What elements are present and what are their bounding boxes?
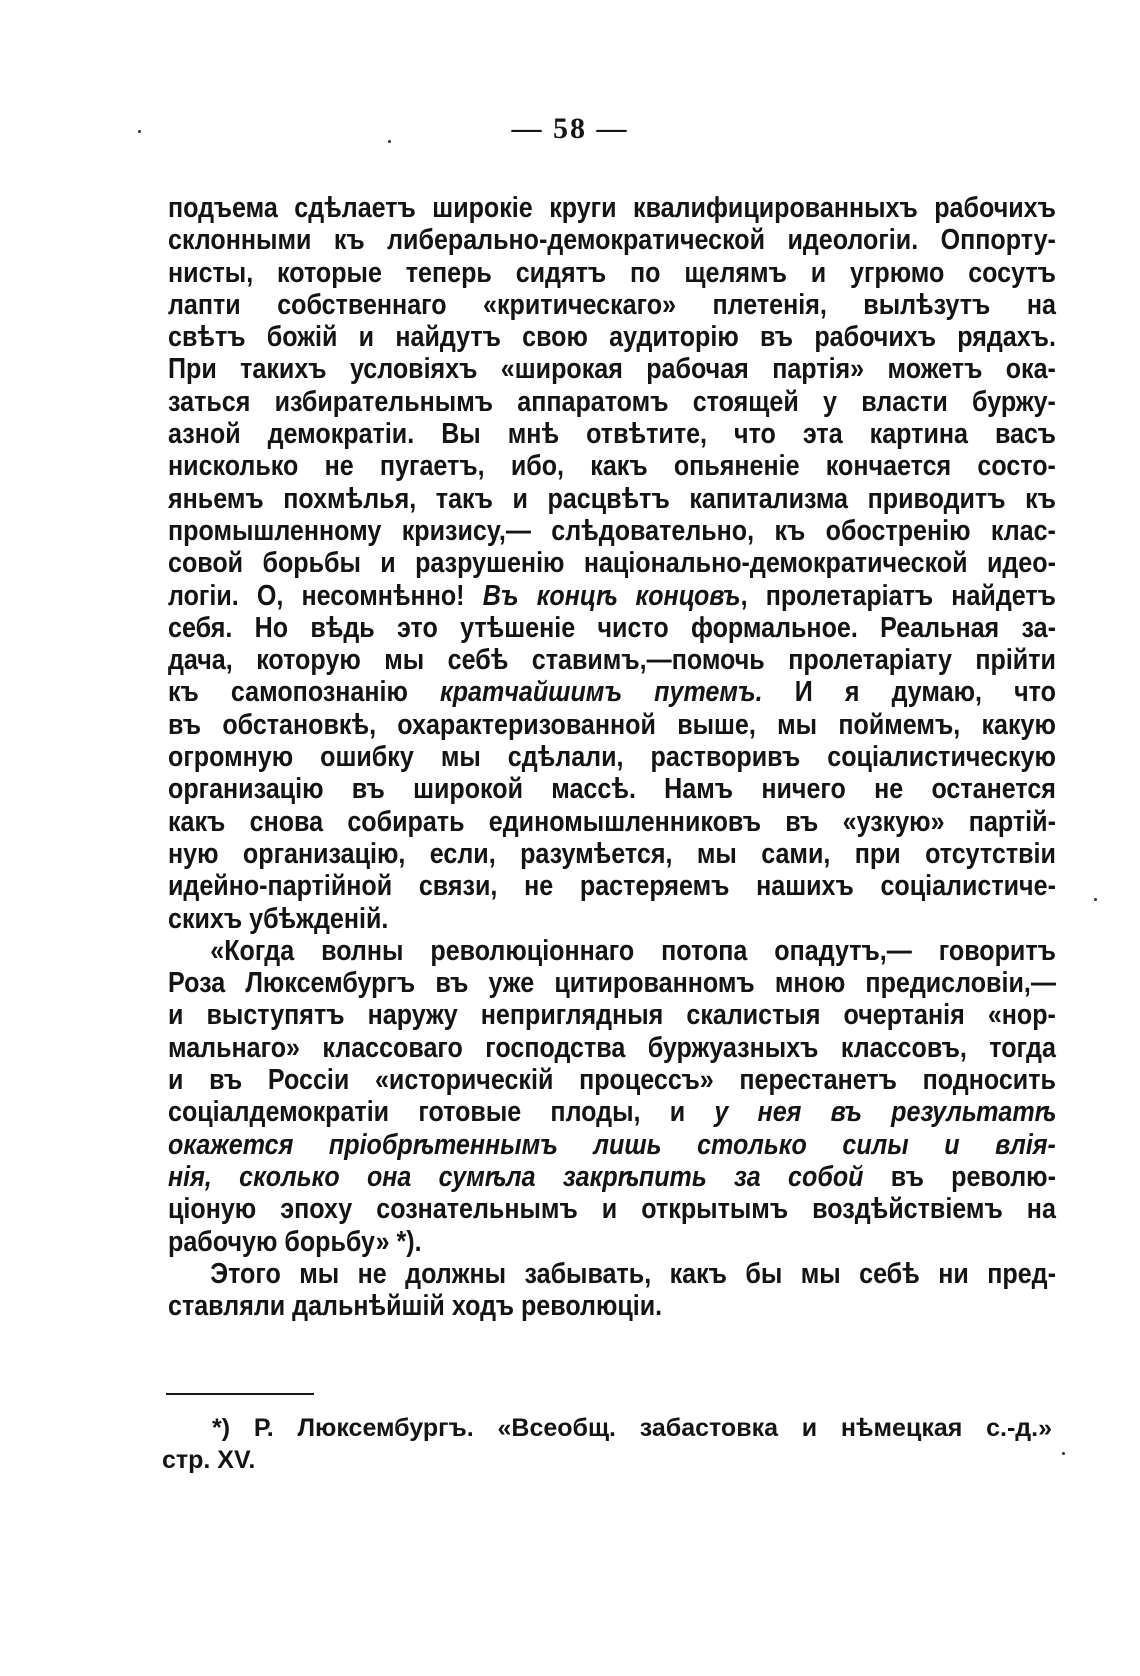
- text-line: скихъ убѣжденій.: [168, 902, 389, 935]
- text-line: мальнаго» классоваго господства буржуазныхъ классовъ, тогда: [168, 1031, 1056, 1064]
- text-line: организацію въ широкой массѣ. Намъ ничего не останется: [168, 773, 1056, 806]
- body-text: [168, 192, 1056, 1322]
- text-line: промышленному кризису,— слѣдовательно, къ обостренію клас-: [168, 514, 1056, 547]
- text-line: склонными къ либерально-демократической идеологіи. Оппорту-: [168, 224, 1056, 257]
- text-run: , пролетаріатъ найдетъ: [740, 579, 1056, 612]
- text-line: дача, которую мы себѣ ставимъ,—помочь пролетаріату прійти: [168, 644, 1056, 677]
- text-line: азной демократіи. Вы мнѣ отвѣтите, что эта картина васъ: [168, 418, 1056, 451]
- text-line: [168, 1096, 1056, 1128]
- italic-phrase: Въ концѣ концовъ: [482, 579, 741, 612]
- text-line: При такихъ условіяхъ «широкая рабочая партія» можетъ ока-: [168, 353, 1056, 386]
- text-line: идейно-партійной связи, не растеряемъ нашихъ соціалистиче-: [168, 870, 1056, 903]
- footnote: [162, 1412, 1052, 1476]
- text-run: къ самопознанію: [168, 676, 441, 709]
- text-line: нисты, которые теперь сидятъ по щелямъ и угрюмо сосутъ: [168, 256, 1056, 289]
- text-line: ціоную эпоху сознательнымъ и открытымъ воздѣйствіемъ на: [168, 1193, 1056, 1226]
- text-line: огромную ошибку мы сдѣлали, растворивъ соціалистическую: [168, 741, 1056, 774]
- text-line: яньемъ похмѣлья, такъ и расцвѣтъ капитализма приводитъ къ: [168, 482, 1056, 515]
- scan-speck: [1062, 1452, 1065, 1455]
- text-run: И я думаю, что: [762, 676, 1056, 709]
- text-line: ную организацію, если, разумѣется, мы сами, при отсутствіи: [168, 837, 1056, 870]
- footnote-line: *) Р. Люксембургъ. «Всеобщ. забастовка и нѣмецкая с.-д.»: [212, 1414, 1052, 1442]
- scan-speck: [1094, 898, 1097, 901]
- footnote-line: стр. XV.: [162, 1446, 256, 1474]
- scan-speck: [388, 140, 391, 143]
- text-line: [168, 676, 1056, 708]
- text-line: нисколько не пугаетъ, ибо, какъ опьяненіе кончается состо-: [168, 450, 1056, 483]
- text-line: заться избирательнымъ аппаратомъ стоящей у власти буржу-: [168, 385, 1056, 418]
- page-number: — 58 —: [511, 112, 629, 145]
- text-line: [168, 1161, 1056, 1193]
- italic-phrase: кратчайшимъ путемъ.: [440, 676, 763, 709]
- text-line: Роза Люксембургъ въ уже цитированномъ мною предисловіи,—: [168, 967, 1056, 1000]
- text-run: логіи. О, несомнѣнно!: [168, 579, 483, 612]
- text-line: совой борьбы и разрушенію національно-демократической идео-: [168, 547, 1056, 580]
- italic-phrase: у нея въ результатѣ: [714, 1096, 1056, 1129]
- text-line: Этого мы не должны забывать, какъ бы мы себѣ ни пред-: [210, 1257, 1056, 1290]
- text-line: лапти собственнаго «критическаго» плетенія, вылѣзутъ на: [168, 288, 1056, 321]
- text-line: [168, 580, 1056, 612]
- text-line: рабочую борьбу» *).: [168, 1225, 422, 1258]
- scan-speck: [138, 130, 141, 133]
- text-line: подъема сдѣлаетъ широкіе круги квалифицированныхъ рабочихъ: [168, 192, 1056, 224]
- text-line: себя. Но вѣдь это утѣшеніе чисто формальное. Реальная за-: [168, 611, 1056, 644]
- text-line: и въ Россіи «историческій процессъ» перестанетъ подносить: [168, 1064, 1056, 1097]
- text-line: въ обстановкѣ, охарактеризованной выше, мы поймемъ, какую: [168, 708, 1056, 741]
- paragraph-3: [168, 1258, 1056, 1323]
- text-line: какъ снова собирать единомышленниковъ въ «узкую» партій-: [168, 805, 1056, 838]
- text-line: и выступятъ наружу неприглядныя скалистыя очертанія «нор-: [168, 999, 1056, 1032]
- text-line: свѣтъ божій и найдутъ свою аудиторію въ рабочихъ рядахъ.: [168, 321, 1056, 354]
- paragraph-2: [168, 935, 1056, 1258]
- text-line: ставляли дальнѣйшій ходъ революціи.: [168, 1290, 663, 1323]
- italic-line: окажется пріобрѣтеннымъ лишь столько силы и влія-: [168, 1128, 1056, 1161]
- paragraph-1: [168, 192, 1056, 935]
- text-line: «Когда волны революціоннаго потопа опадутъ,— говоритъ: [210, 934, 1056, 967]
- italic-phrase: нія, сколько она сумѣла закрѣпить за собой: [168, 1160, 864, 1193]
- text-run: соціалдемократіи готовые плоды, и: [168, 1096, 715, 1129]
- text-run: въ револю-: [863, 1160, 1056, 1193]
- footnote-divider: [166, 1393, 314, 1395]
